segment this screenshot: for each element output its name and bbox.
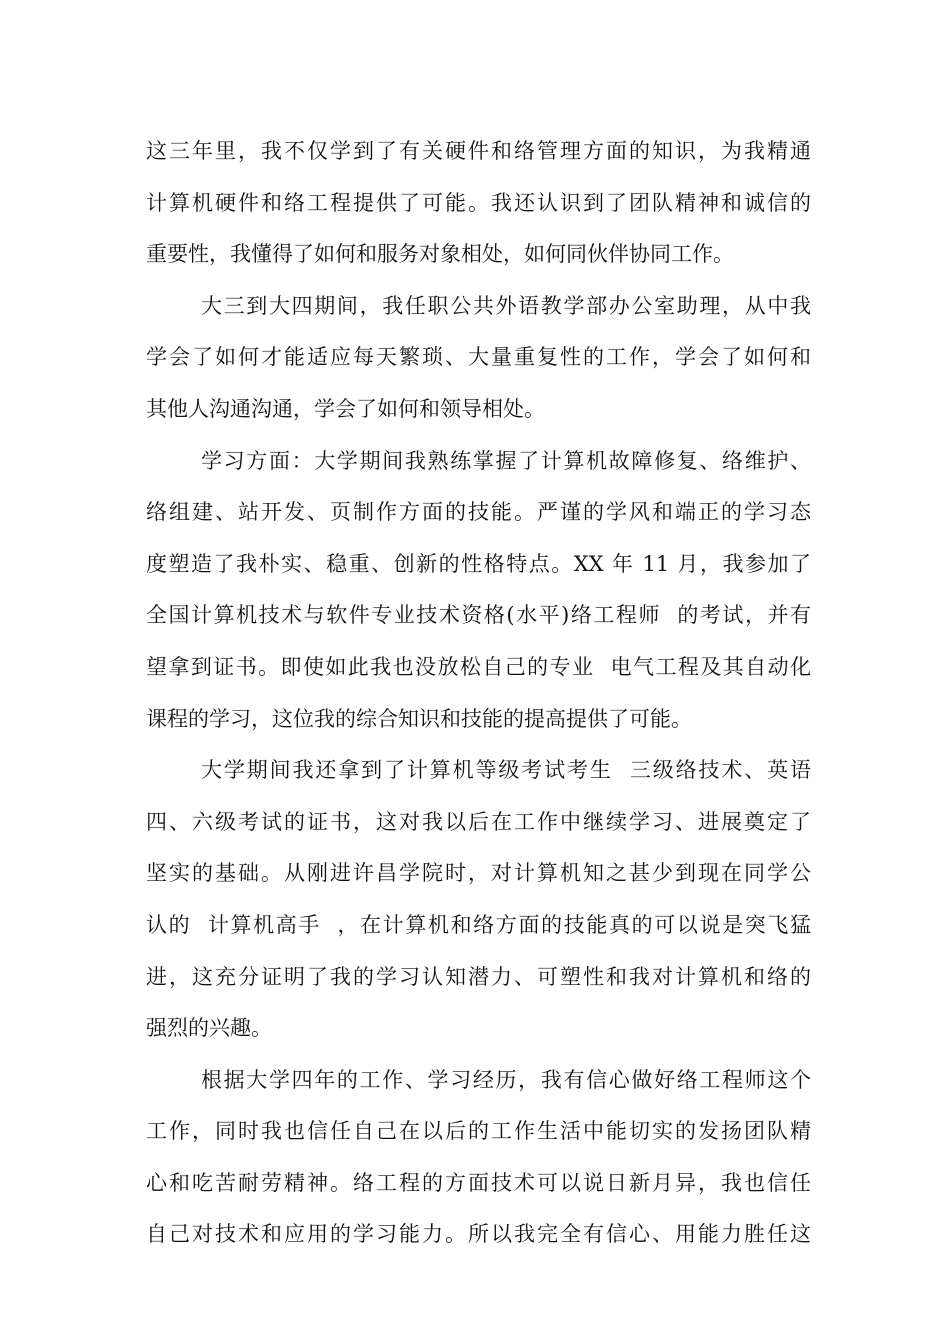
text-line: 自己对技术和应用的学习能力。所以我完全有信心、用能力胜任这 [146, 1222, 811, 1247]
text-line: 学习方面：大学期间我熟练掌握了计算机故障修复、络维护、 [201, 448, 811, 473]
text-line: 这三年里，我不仅学到了有关硬件和络管理方面的知识，为我精通 [146, 139, 811, 163]
text-line: 工作，同时我也信任自己在以后的工作生活中能切实的发扬团队精 [146, 1119, 811, 1144]
text-line: 大三到大四期间，我任职公共外语教学部办公室助理，从中我 [201, 293, 811, 318]
text-line: 强烈的兴趣。 [146, 1016, 272, 1041]
text-line: 认的 计算机高手 ，在计算机和络方面的技能真的可以说是突飞猛 [146, 912, 811, 937]
text-line: 度塑造了我朴实、稳重、创新的性格特点。XX 年 11 月，我参加了 [146, 551, 811, 576]
document-body [146, 126, 811, 1261]
text-line: 学会了如何才能适应每天繁琐、大量重复性的工作，学会了如何和 [146, 345, 811, 370]
text-line: 络组建、站开发、页制作方面的技能。严谨的学风和端正的学习态 [146, 500, 811, 525]
text-line: 全国计算机技术与软件专业技术资格(水平)络工程师 的考试，并有 [146, 603, 811, 628]
text-line: 望拿到证书。即使如此我也没放松自己的专业 电气工程及其自动化 [146, 654, 811, 679]
text-line: 根据大学四年的工作、学习经历，我有信心做好络工程师这个 [201, 1067, 811, 1092]
text-line: 进，这充分证明了我的学习认知潜力、可塑性和我对计算机和络的 [146, 964, 811, 989]
paragraph-3 [146, 436, 811, 746]
paragraph-4 [146, 745, 811, 1055]
text-line: 心和吃苦耐劳精神。络工程的方面技术可以说日新月异，我也信任 [146, 1170, 811, 1195]
text-line: 课程的学习，这位我的综合知识和技能的提高提供了可能。 [146, 706, 692, 731]
text-line: 重要性，我懂得了如何和服务对象相处，如何同伙伴协同工作。 [146, 242, 734, 267]
text-line: 坚实的基础。从刚进许昌学院时，对计算机知之甚少到现在同学公 [146, 861, 811, 886]
paragraph-2 [146, 281, 811, 436]
paragraph-1 [146, 126, 811, 281]
text-line: 其他人沟通沟通，学会了如何和领导相处。 [146, 396, 545, 421]
text-line: 计算机硬件和络工程提供了可能。我还认识到了团队精神和诚信的 [146, 190, 811, 215]
paragraph-5 [146, 1055, 811, 1261]
text-line: 四、六级考试的证书，这对我以后在工作中继续学习、进展奠定了 [146, 809, 811, 834]
text-line: 大学期间我还拿到了计算机等级考试考生 三级络技术、英语 [201, 758, 811, 783]
